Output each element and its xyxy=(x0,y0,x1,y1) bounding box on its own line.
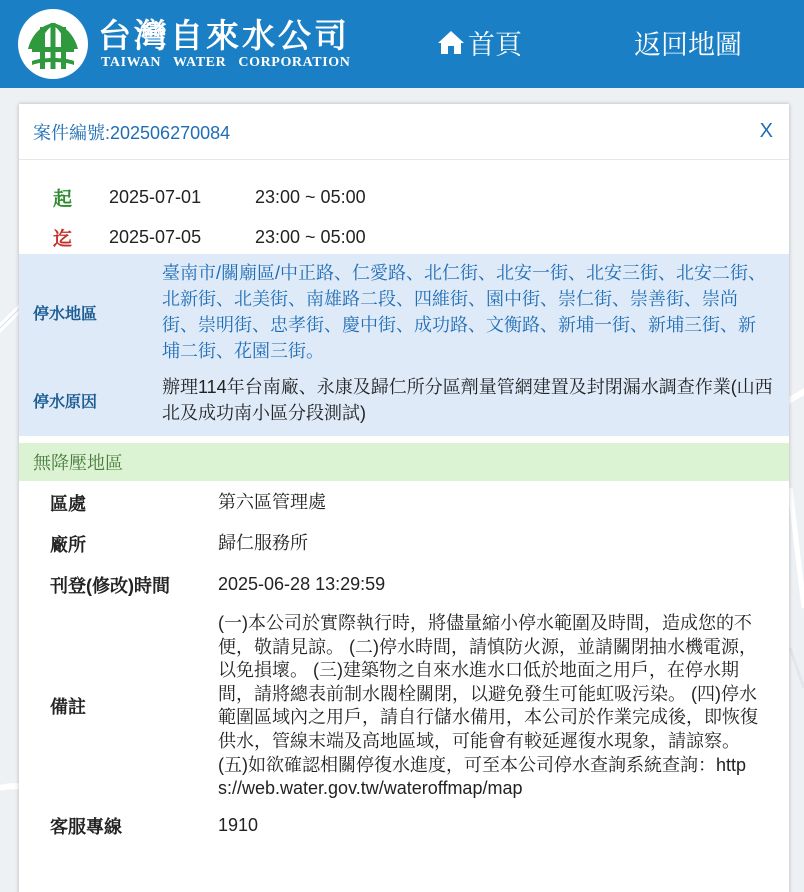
detail-label: 備註 xyxy=(50,697,86,718)
company-name-en: TAIWAN WATER CORPORATION xyxy=(101,55,351,70)
outage-area-row xyxy=(19,260,789,364)
detail-value: (一)本公司於實際執行時，將儘量縮小停水範圍及時間，造成您的不便，敬請見諒。 (二)停水時間，請慎防火源，並請關閉抽水機電源，以免損壞。 (三)建築物之自來水進水口低於地面之用戶，在停水期間，請將總表前制水閥栓關閉，以避免發生可能虹吸污染。 (四)停水範圍區域內之用戶，請自行儲水備用，本公司於作業完成後，即恢復供水，管線末端及高地區域，可能會有較延遲復水現象，請諒察。 (五)如欲確認相關停復水進度，可至本公司停水查詢系統查詢：https://web.water.gov.tw/wateroffmap/map xyxy=(218,613,758,799)
outage-detail-panel xyxy=(19,104,789,892)
company-name-cn: 台灣自來水公司 xyxy=(98,16,350,55)
detail-row-remarks xyxy=(19,605,789,806)
nav-home-label: 首頁 xyxy=(468,29,522,60)
end-time-range: 23:00 ~ 05:00 xyxy=(255,226,366,247)
outage-reason-row xyxy=(19,374,789,426)
end-row xyxy=(19,217,789,257)
outage-area-label: 停水地區 xyxy=(33,305,98,323)
site-header xyxy=(0,0,804,88)
case-number: 案件編號:202506270084 xyxy=(33,122,231,143)
nav-back-to-map-link[interactable] xyxy=(634,22,742,62)
outage-reason-value: 辦理114年台南廠、永康及歸仁所分區劑量管網建置及封閉漏水調查作業(山西北及成功南小區分段測試) xyxy=(162,377,773,423)
detail-label: 區處 xyxy=(50,493,86,514)
detail-row-region xyxy=(19,482,789,523)
detail-value: 2025-06-28 13:29:59 xyxy=(218,573,386,594)
no-pressure-area-bar: 無降壓地區 xyxy=(19,443,789,481)
outage-info-block xyxy=(19,254,789,436)
detail-row-office xyxy=(19,523,789,564)
start-tag: 起 xyxy=(53,187,73,210)
detail-label: 廠所 xyxy=(50,534,86,555)
start-time-range: 23:00 ~ 05:00 xyxy=(255,186,366,207)
detail-list xyxy=(19,482,789,846)
outage-reason-label: 停水原因 xyxy=(33,393,98,411)
end-tag: 迄 xyxy=(53,227,73,250)
detail-row-published-time xyxy=(19,564,789,605)
nav-home-link[interactable] xyxy=(436,22,522,62)
outage-area-value: 臺南市/關廟區/中正路、仁愛路、北仁街、北安一街、北安三街、北安二街、北新街、北美街、南雄路二段、四維街、園中街、崇仁街、崇善街、崇尚街、崇明街、忠孝街、慶中街、成功路、文衡路、新埔一街、新埔三街、新埔二街、花園三街。 xyxy=(162,263,766,361)
detail-label: 客服專線 xyxy=(50,816,122,837)
start-row xyxy=(19,177,789,217)
home-icon xyxy=(436,28,466,56)
nav-back-label: 返回地圖 xyxy=(634,29,742,60)
close-button[interactable]: X xyxy=(759,120,773,142)
detail-value: 1910 xyxy=(218,814,259,835)
detail-row-service-hotline xyxy=(19,806,789,846)
detail-label: 刊登(修改)時間 xyxy=(50,575,170,596)
end-date: 2025-07-05 xyxy=(109,226,202,247)
panel-header xyxy=(19,104,789,160)
detail-value: 歸仁服務所 xyxy=(218,532,308,553)
company-logo-icon[interactable] xyxy=(18,9,88,79)
schedule-block xyxy=(19,160,789,254)
start-date: 2025-07-01 xyxy=(109,186,202,207)
detail-value: 第六區管理處 xyxy=(218,491,326,512)
